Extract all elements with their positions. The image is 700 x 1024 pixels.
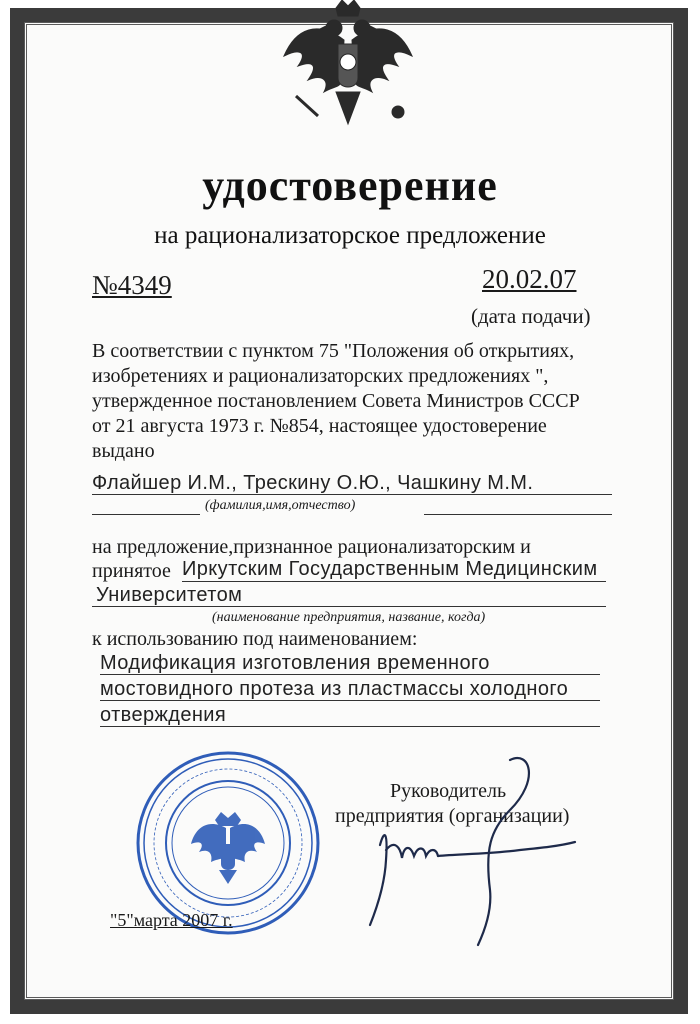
handwritten-signature-icon — [360, 750, 580, 950]
certificate-number: №4349 — [92, 270, 172, 300]
recipients-caption: (фамилия,имя,отчество) — [205, 498, 356, 513]
caption-line-right — [424, 514, 612, 515]
head-label-2: предприятия (организации) — [335, 805, 570, 827]
proposal-underline — [100, 674, 600, 675]
head-label-1: Руководитель — [390, 780, 507, 802]
body-line: изобретениях и рационализаторских предложениях ", — [92, 365, 549, 387]
submission-date-caption: (дата подачи) — [471, 304, 591, 328]
usage-intro: к использованию под наименованием: — [92, 628, 418, 650]
organization-caption: (наименование предприятия, название, когда) — [212, 610, 486, 625]
accepted-line-2-prefix: принятое — [92, 560, 171, 582]
issue-date: "5"марта 2007 г. — [110, 910, 233, 930]
submission-date: 20.02.07 — [482, 264, 577, 294]
organization-line-2: Университетом — [96, 584, 243, 606]
accepted-line-1: на предложение,признанное рационализаторским и — [92, 536, 531, 558]
eagle-emblem-icon — [278, 0, 418, 140]
proposal-line: отверждения — [100, 704, 227, 726]
body-line: от 21 августа 1973 г. №854, настоящее удостоверение — [92, 415, 547, 437]
proposal-line: Модификация изготовления временного — [100, 652, 490, 674]
organization-underline-2 — [92, 606, 606, 607]
body-line: утвержденное постановлением Совета Министров СССР — [92, 390, 580, 412]
organization-underline-1 — [182, 581, 606, 582]
body-line: выдано — [92, 440, 155, 462]
proposal-underline — [100, 726, 600, 727]
organization-line-1: Иркутским Государственным Медицинским — [182, 558, 598, 580]
body-line: В соответствии с пунктом 75 "Положения об открытиях, — [92, 340, 575, 362]
recipients-names: Флайшер И.М., Трескину О.Ю., Чашкину М.М. — [92, 472, 534, 494]
document-title: удостоверение — [202, 161, 498, 210]
proposal-underline — [100, 700, 600, 701]
proposal-line: мостовидного протеза из пластмассы холодного — [100, 678, 569, 700]
recipients-underline — [92, 494, 612, 495]
caption-line-left — [92, 514, 200, 515]
document-subtitle: на рационализаторское предложение — [154, 222, 546, 249]
